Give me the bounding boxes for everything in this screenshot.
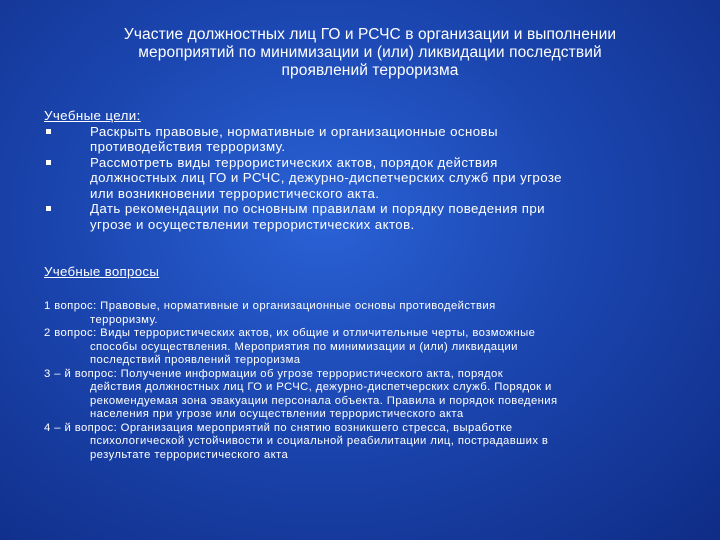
question-line: действия должностных лиц ГО и РСЧС, дежурно-диспетчерских служб. Порядок и <box>90 381 552 393</box>
square-bullet-icon <box>46 160 51 165</box>
title-line: мероприятий по минимизации и (или) ликвидации последствий <box>138 44 602 61</box>
goal-item <box>44 155 684 202</box>
question-line: психологической устойчивости и социальной реабилитации лиц, пострадавших в <box>90 435 549 447</box>
question-line: последствий проявлений терроризма <box>90 354 301 366</box>
goal-line: Рассмотреть виды террористических актов, порядок действия <box>90 154 498 170</box>
goal-line: Дать рекомендации по основным правилам и порядку поведения при <box>90 201 546 216</box>
goal-line: противодействия терроризму. <box>90 139 286 154</box>
question-line: 1 вопрос: Правовые, нормативные и организационные основы противодействия <box>44 300 496 312</box>
title-line: проявлений терроризма <box>281 62 459 79</box>
question-line: населения при угрозе или осуществлении террористического акта <box>90 408 464 420</box>
question-line: способы осуществления. Мероприятия по минимизации и (или) ликвидации <box>90 340 518 353</box>
question-line: 3 – й вопрос: Получение информации об угрозе террористического акта, порядок <box>44 367 504 380</box>
question-line: результате террористического акта <box>90 448 289 461</box>
goals-heading: Учебные цели: <box>44 108 141 123</box>
title-line: Участие должностных лиц ГО и РСЧС в организации и выполнении <box>123 26 617 43</box>
question-line: рекомендуемая зона эвакуации персонала объекта. Правила и порядок поведения <box>90 394 558 407</box>
goals-section <box>44 108 684 232</box>
question-item <box>44 327 704 368</box>
goal-line: должностных лиц ГО и РСЧС, дежурно-диспетчерских служб при угрозе <box>90 170 562 185</box>
question-item <box>44 300 704 327</box>
question-line: 2 вопрос: Виды террористических актов, их общие и отличительные черты, возможные <box>44 327 536 339</box>
slide-title <box>40 26 700 80</box>
goal-item <box>44 201 684 232</box>
goal-line: или возникновении террористического акта. <box>90 185 380 201</box>
question-line: терроризму. <box>90 313 158 326</box>
goal-item <box>44 124 684 155</box>
square-bullet-icon <box>46 129 51 134</box>
questions-heading: Учебные вопросы <box>44 264 160 279</box>
question-line: 4 – й вопрос: Организация мероприятий по снятию возникшего стресса, выработке <box>44 421 513 434</box>
goal-line: Раскрыть правовые, нормативные и организационные основы <box>90 123 498 139</box>
question-item <box>44 368 704 422</box>
question-item <box>44 422 704 463</box>
goal-line: угрозе и осуществлении террористических актов. <box>90 216 415 232</box>
questions-section <box>44 300 704 462</box>
square-bullet-icon <box>46 206 51 211</box>
